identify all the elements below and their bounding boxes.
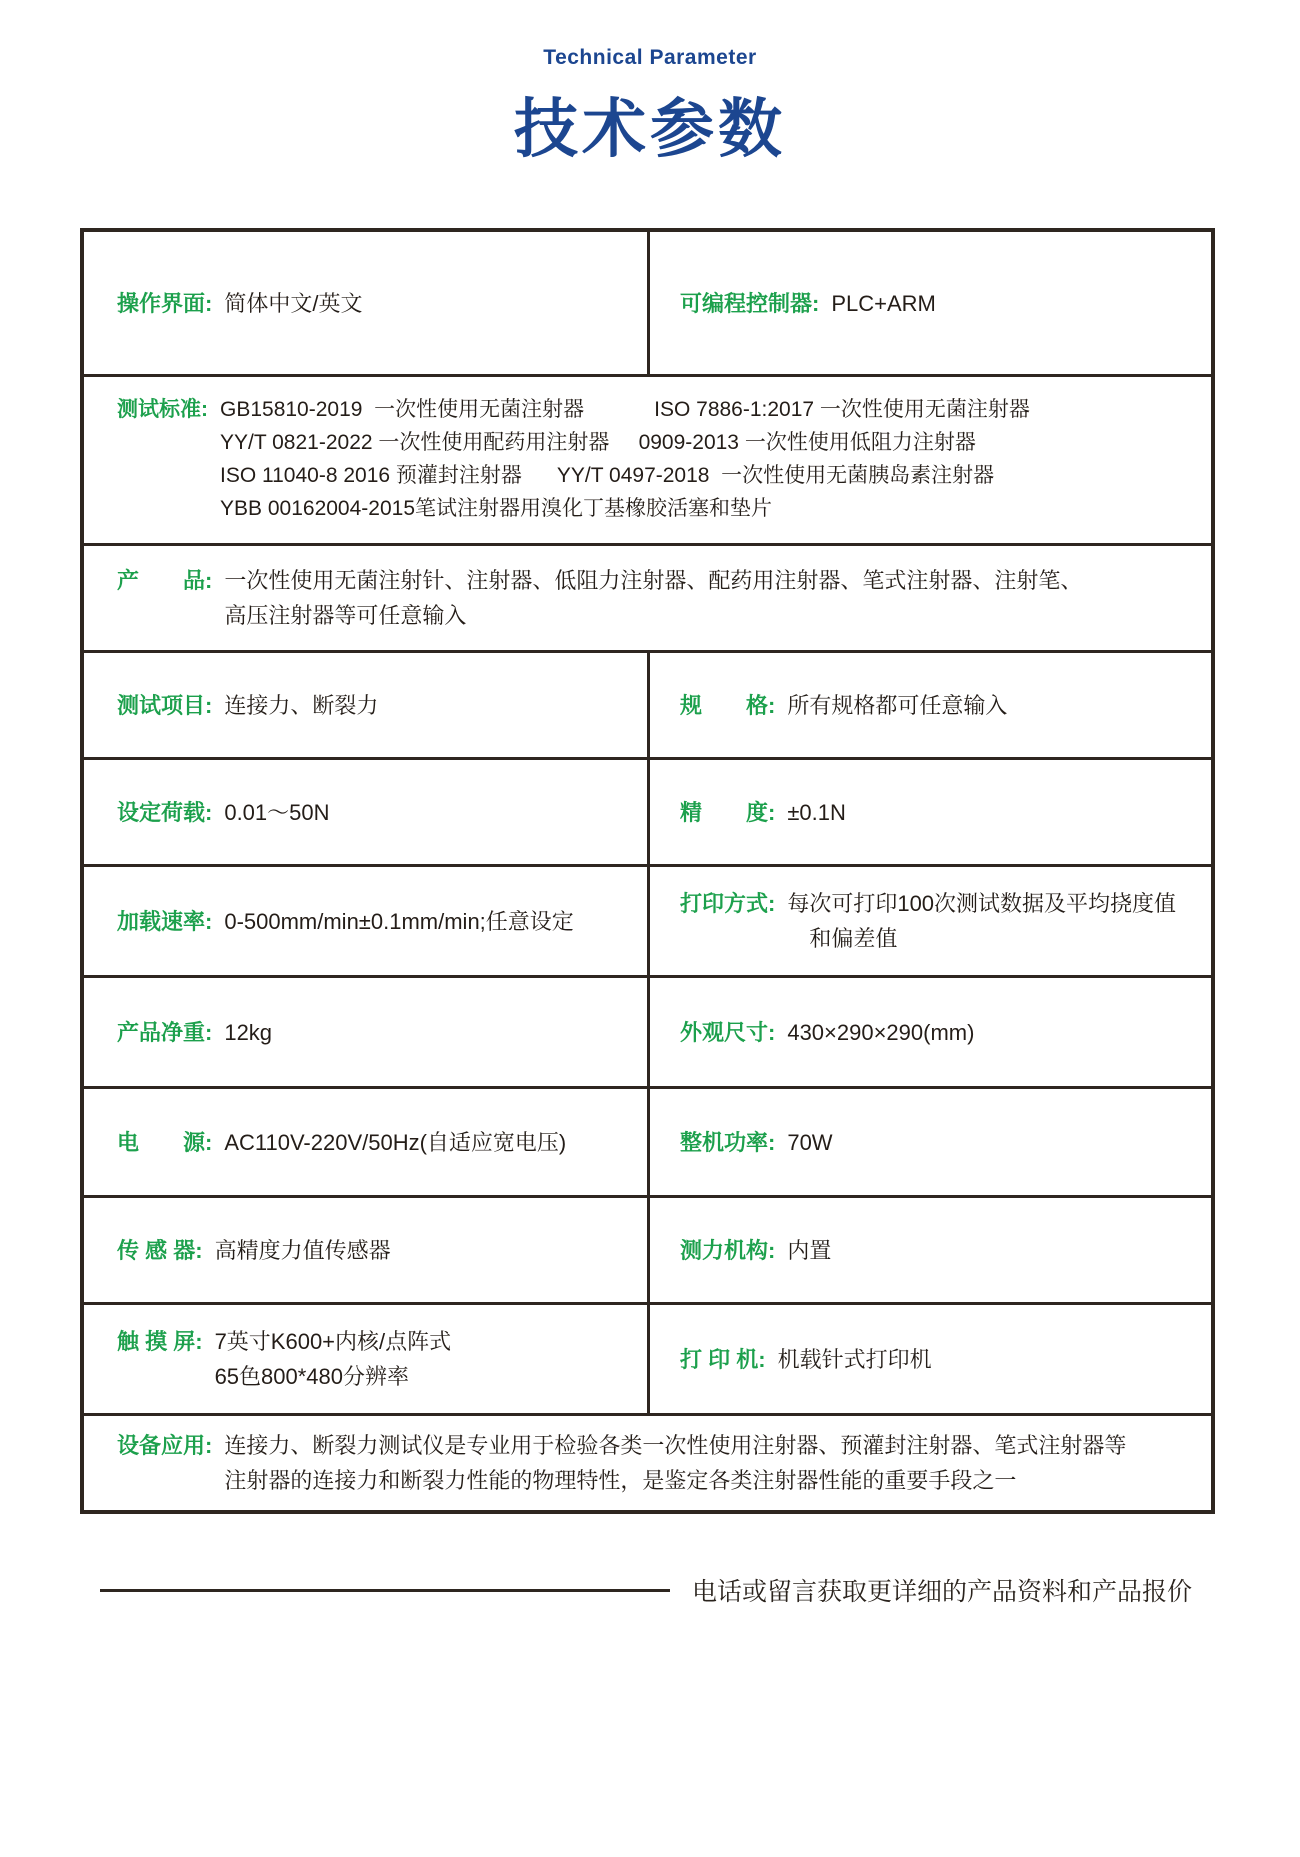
label-test-items: 测试项目: (117, 692, 213, 718)
label-specification: 规 格: (680, 692, 776, 718)
label-test-standards: 测试标准: (117, 398, 208, 421)
print-mode-line: 和偏差值 (787, 926, 898, 951)
cell-touch-screen (84, 1305, 650, 1413)
row-loading-rate (84, 864, 1211, 975)
value-operation-interface: 简体中文/英文 (224, 290, 363, 316)
cell-total-power (650, 1089, 1211, 1195)
page-header (0, 0, 1300, 170)
value-power-supply: AC110V-220V/50Hz(自适应宽电压) (224, 1129, 567, 1155)
value-specification: 所有规格都可任意输入 (787, 692, 1008, 718)
value-total-power: 70W (787, 1129, 833, 1155)
label-printer: 打 印 机: (680, 1346, 766, 1372)
row-sensor (84, 1195, 1211, 1302)
row-application (84, 1413, 1211, 1510)
footer-note: 电话或留言获取更详细的产品资料和产品报价 (692, 1578, 1193, 1606)
cell-product (84, 546, 1211, 650)
label-power-supply: 电 源: (117, 1129, 213, 1155)
row-test-standards (84, 374, 1211, 543)
value-set-load: 0.01～50N (224, 799, 330, 825)
cell-power-supply (84, 1089, 650, 1195)
value-touch-screen (215, 1324, 639, 1394)
test-standards-line: YY/T 0821-2022 一次性使用配药用注射器 0909-2013 一次性使用低阻力注射器 (220, 431, 976, 454)
value-net-weight: 12kg (224, 1019, 273, 1045)
label-total-power: 整机功率: (680, 1129, 776, 1155)
value-sensor: 高精度力值传感器 (214, 1237, 391, 1263)
cell-set-load (84, 760, 650, 864)
product-line: 高压注射器等可任意输入 (224, 603, 467, 628)
row-set-load (84, 757, 1211, 864)
value-force-mechanism: 内置 (787, 1237, 832, 1263)
spec-table (80, 228, 1215, 1514)
label-force-mechanism: 测力机构: (680, 1237, 776, 1263)
label-product: 产 品: (117, 568, 213, 593)
cell-precision (650, 760, 1211, 864)
row-test-items (84, 650, 1211, 757)
page-title: 技术参数 (514, 93, 786, 165)
value-printer: 机载针式打印机 (777, 1346, 932, 1372)
cell-programmable-controller (650, 232, 1211, 374)
cell-loading-rate (84, 867, 650, 975)
value-dimensions: 430×290×290(mm) (787, 1019, 975, 1045)
cell-force-mechanism (650, 1198, 1211, 1302)
cell-application (84, 1416, 1211, 1510)
label-programmable-controller: 可编程控制器: (680, 290, 820, 316)
application-line: 连接力、断裂力测试仪是专业用于检验各类一次性使用注射器、预灌封注射器、笔式注射器等 (224, 1433, 1127, 1458)
row-product (84, 543, 1211, 650)
value-application (224, 1428, 1197, 1498)
label-dimensions: 外观尺寸: (680, 1019, 776, 1045)
row-operation-interface (84, 232, 1211, 374)
row-power-supply (84, 1086, 1211, 1195)
row-touch-screen (84, 1302, 1211, 1413)
cell-print-mode (650, 867, 1211, 975)
cell-test-items (84, 653, 650, 757)
print-mode-line: 每次可打印100次测试数据及平均挠度值 (787, 891, 1177, 916)
test-standards-line: GB15810-2019 一次性使用无菌注射器 ISO 7886-1:2017 一次性使用无菌注射器 (220, 398, 1030, 421)
application-line: 注射器的连接力和断裂力性能的物理特性，是鉴定各类注射器性能的重要手段之一 (224, 1468, 1017, 1493)
touch-screen-line: 7英寸K600+内核/点阵式 (214, 1329, 452, 1354)
product-line: 一次性使用无菌注射针、注射器、低阻力注射器、配药用注射器、笔式注射器、注射笔、 (224, 568, 1083, 593)
touch-screen-line: 65色800*480分辨率 (214, 1364, 410, 1389)
label-sensor: 传 感 器: (117, 1237, 203, 1263)
test-standards-line: YBB 00162004-2015笔试注射器用溴化丁基橡胶活塞和垫片 (220, 497, 772, 520)
cell-net-weight (84, 978, 650, 1086)
value-precision: ±0.1N (787, 799, 846, 825)
cell-dimensions (650, 978, 1211, 1086)
value-test-items: 连接力、断裂力 (224, 692, 379, 718)
label-touch-screen: 触 摸 屏: (117, 1329, 203, 1354)
value-loading-rate: 0-500mm/min±0.1mm/min;任意设定 (224, 908, 574, 934)
header-subtitle: Technical Parameter (543, 46, 757, 69)
test-standards-line: ISO 11040-8 2016 预灌封注射器 YY/T 0497-2018 一次性使用无菌胰岛素注射器 (220, 464, 995, 487)
cell-sensor (84, 1198, 650, 1302)
page-footer (100, 1572, 1300, 1608)
cell-test-standards (84, 377, 1211, 543)
value-print-mode (787, 886, 1203, 956)
row-net-weight (84, 975, 1211, 1086)
value-test-standards (220, 393, 1197, 525)
label-application: 设备应用: (117, 1433, 213, 1458)
label-set-load: 设定荷载: (117, 799, 213, 825)
cell-specification (650, 653, 1211, 757)
cell-operation-interface (84, 232, 650, 374)
footer-divider-line (100, 1589, 670, 1592)
value-product (224, 563, 1197, 633)
label-operation-interface: 操作界面: (117, 290, 213, 316)
value-programmable-controller: PLC+ARM (831, 290, 936, 316)
label-precision: 精 度: (680, 799, 776, 825)
cell-printer (650, 1305, 1211, 1413)
label-loading-rate: 加载速率: (117, 908, 213, 934)
label-net-weight: 产品净重: (117, 1019, 213, 1045)
label-print-mode: 打印方式: (680, 891, 776, 916)
